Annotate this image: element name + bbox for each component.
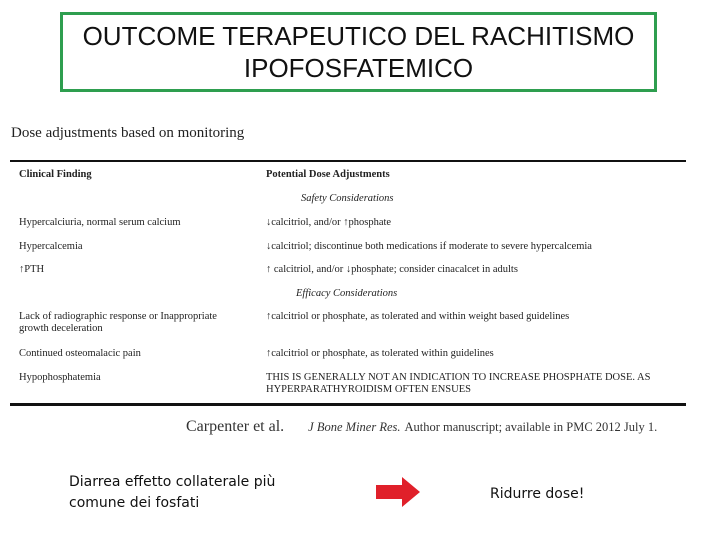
table-bottom-rule bbox=[10, 403, 686, 406]
table-row-finding: Hypophosphatemia bbox=[19, 372, 101, 383]
citation-journal: J Bone Miner Res. bbox=[308, 420, 401, 434]
table-caption: Dose adjustments based on monitoring bbox=[11, 125, 245, 141]
slide-title bbox=[60, 12, 657, 92]
right-arrow-icon bbox=[376, 477, 420, 507]
table-row-finding: Lack of radiographic response or Inappropriate growth deceleration bbox=[19, 311, 217, 334]
citation bbox=[186, 418, 657, 436]
side-effect-note-line-1: Diarrea effetto collaterale più bbox=[69, 474, 276, 490]
table-top-rule bbox=[10, 160, 686, 162]
reduce-dose-note: Ridurre dose! bbox=[490, 486, 585, 502]
table-row-adjustment: ↑ calcitriol, and/or ↓phosphate; consider cinacalcet in adults bbox=[266, 264, 518, 275]
table-row-adjustment: ↑calcitriol or phosphate, as tolerated and within weight based guidelines bbox=[266, 311, 570, 322]
side-effect-note-line-2: comune dei fosfati bbox=[69, 495, 200, 511]
table-row-finding: ↑PTH bbox=[19, 264, 45, 275]
section-label-efficacy: Efficacy Considerations bbox=[296, 288, 398, 299]
table-row-finding: Hypercalcemia bbox=[19, 241, 83, 252]
slide-title-line-1: OUTCOME TERAPEUTICO DEL RACHITISMO bbox=[82, 21, 635, 51]
citation-manuscript: Author manuscript; available in PMC 2012 July 1. bbox=[404, 420, 658, 434]
slide-title-line-2: IPOFOSFATEMICO bbox=[243, 53, 474, 83]
table-row-finding: Continued osteomalacic pain bbox=[19, 348, 141, 359]
header-dose-adjustments: Potential Dose Adjustments bbox=[266, 169, 390, 180]
table-row-finding: Hypercalciuria, normal serum calcium bbox=[19, 217, 181, 228]
table-row-adjustment: ↑calcitriol or phosphate, as tolerated within guidelines bbox=[266, 348, 494, 359]
citation-author: Carpenter et al. bbox=[186, 418, 285, 435]
header-clinical-finding: Clinical Finding bbox=[19, 169, 92, 180]
table-row-adjustment: ↓calcitriol, and/or ↑phosphate bbox=[266, 217, 392, 228]
table-row-adjustment: THIS IS GENERALLY NOT AN INDICATION TO INCREASE PHOSPHATE DOSE. AS HYPERPARATHYROIDISM OFTEN ENSUES bbox=[266, 372, 651, 395]
side-effect-note bbox=[69, 472, 309, 514]
table-row-adjustment: ↓calcitriol; discontinue both medications if moderate to severe hypercalcemia bbox=[266, 241, 592, 252]
section-label-safety: Safety Considerations bbox=[301, 193, 394, 204]
